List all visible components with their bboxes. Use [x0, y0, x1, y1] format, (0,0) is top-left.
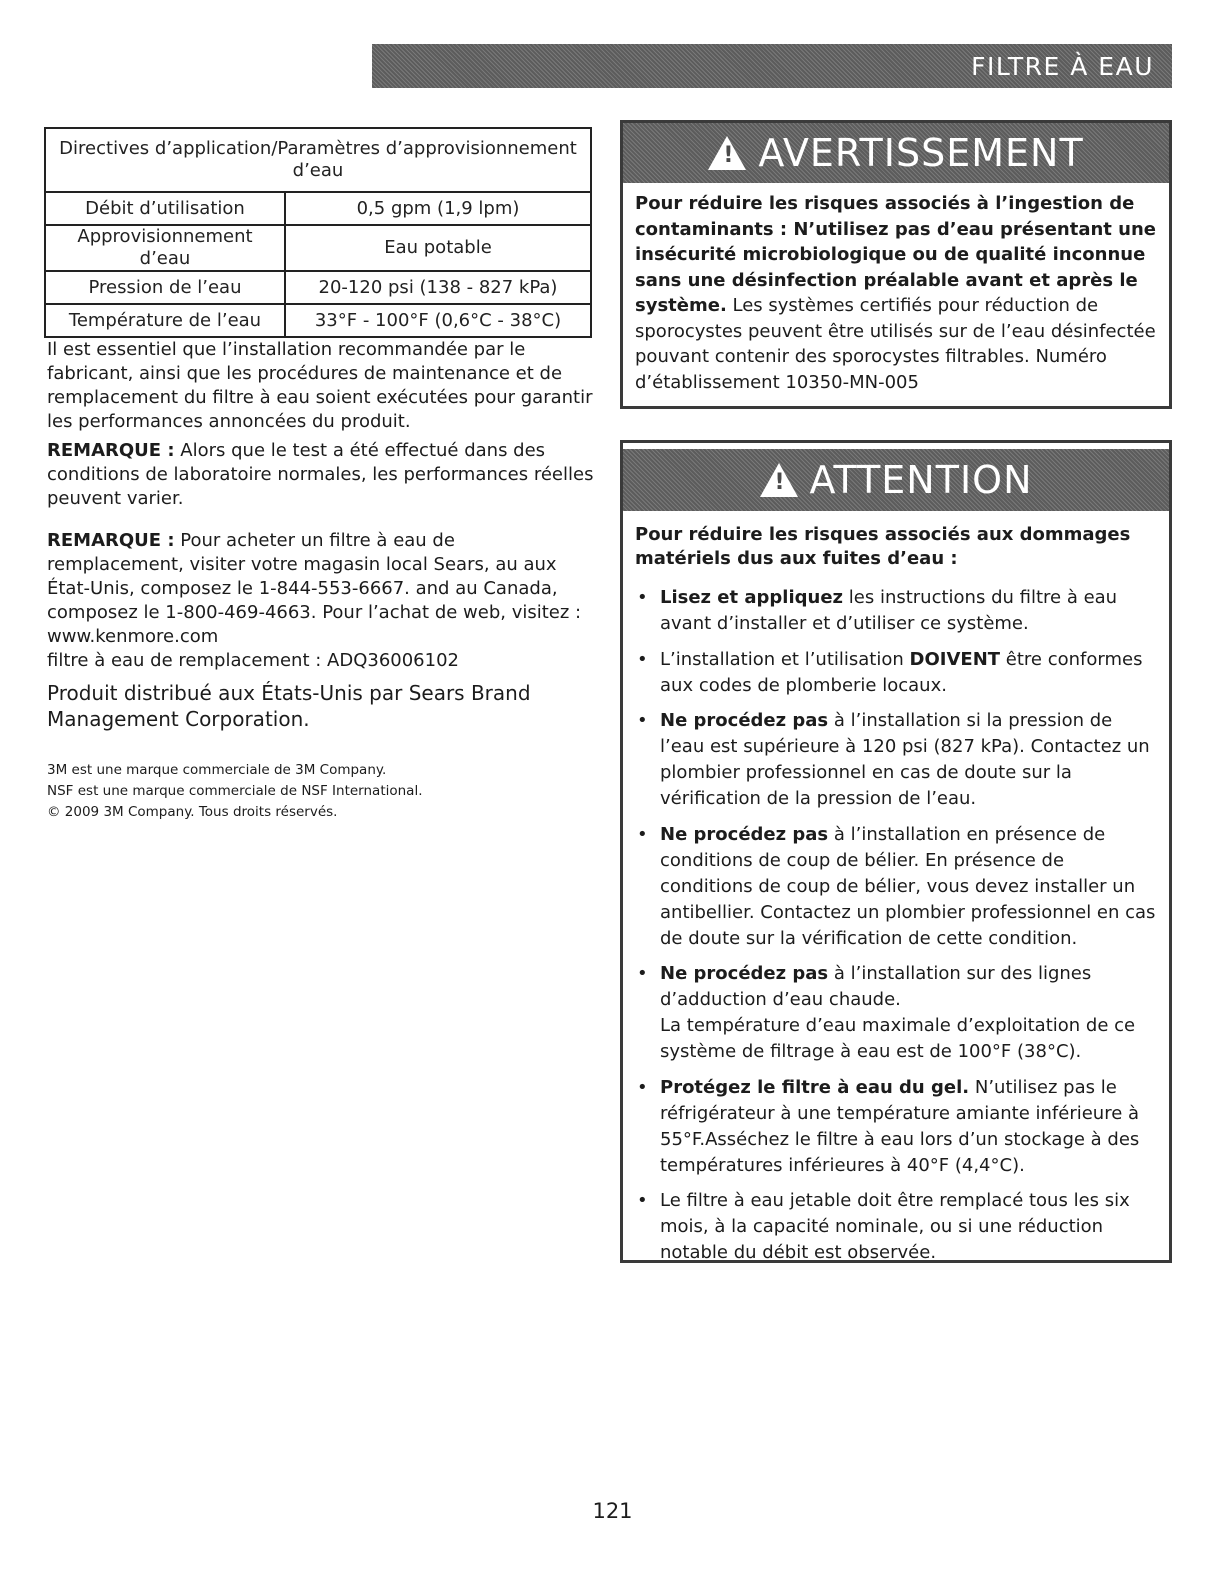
warning-text: Les systèmes certifiés pour réduction de sporocystes peuvent être utilisés sur de l’eau désinfectée pouvant contenir des sporocystes filtrables. Numéro d’établissement 10350-MN-005 [635, 295, 1156, 393]
row-label: Débit d’utilisation [45, 192, 285, 225]
replacement-filter-number: filtre à eau de remplacement : ADQ36006102 [47, 650, 459, 671]
caution-list [635, 585, 1159, 1266]
note-paragraph-2 [47, 529, 595, 673]
list-item: • Protégez le filtre à eau du gel. N’utilisez pas le réfrigérateur à une température amiante inférieure à 55°F.Asséchez le filtre à eau lors d’un stockage à des températures inférieures à 40°F (4,4°C). [635, 1075, 1159, 1179]
table-title: Directives d’application/Paramètres d’approvisionnement d’eau [45, 128, 591, 192]
warning-triangle-icon: ! [708, 136, 746, 170]
trademark-nsf: NSF est une marque commerciale de NSF International. [47, 783, 423, 799]
table-row [45, 192, 591, 225]
note-label: REMARQUE : [47, 530, 175, 551]
warning-header [623, 123, 1169, 183]
row-label: Température de l’eau [45, 304, 285, 337]
row-label: Pression de l’eau [45, 271, 285, 304]
row-value: 33°F - 100°F (0,6°C - 38°C) [285, 304, 591, 337]
table-row [45, 225, 591, 271]
caution-box [620, 440, 1172, 1263]
section-header-band [372, 44, 1172, 88]
application-guidelines-table [44, 127, 592, 338]
copyright: © 2009 3M Company. Tous droits réservés. [47, 804, 338, 820]
list-item: • Ne procédez pas à l’installation sur des lignes d’adduction d’eau chaude. La température d’eau maximale d’exploitation de ce système de filtrage à eau est de 100°F (38°C). [635, 961, 1159, 1065]
warning-box [620, 120, 1172, 409]
caution-intro: Pour réduire les risques associés aux dommages matériels dus aux fuites d’eau : [635, 524, 1131, 569]
list-item: • Ne procédez pas à l’installation en présence de conditions de coup de bélier. En présence de conditions de coup de bélier, vous devez installer un antibellier. Contactez un plombier professionnel en cas de doute sur la vérification de cette condition. [635, 822, 1159, 952]
list-item: • Lisez et appliquez les instructions du filtre à eau avant d’installer et d’utiliser ce système. [635, 585, 1159, 637]
note-text: Alors que le test a été effectué dans des conditions de laboratoire normales, les performances réelles peuvent varier. [47, 440, 594, 509]
list-item: • Ne procédez pas à l’installation si la pression de l’eau est supérieure à 120 psi (827 kPa). Contactez un plombier professionnel en cas de doute sur la vérification de la pression de l’eau. [635, 708, 1159, 812]
warning-body [623, 183, 1169, 405]
note-label: REMARQUE : [47, 440, 175, 461]
section-title: FILTRE À EAU [971, 51, 1154, 81]
table-row [45, 304, 591, 337]
caution-heading: ATTENTION [809, 458, 1033, 502]
product-distribution: Produit distribué aux États-Unis par Sears Brand Management Corporation. [47, 681, 531, 731]
note-paragraph-1 [47, 439, 595, 511]
list-item-extra: La température d’eau maximale d’exploitation de ce système de filtrage à eau est de 100°F (38°C). [660, 1015, 1136, 1062]
table-row [45, 271, 591, 304]
row-label: Approvisionnement d’eau [45, 225, 285, 271]
caution-triangle-icon: ! [760, 463, 798, 497]
row-value: Eau potable [285, 225, 591, 271]
warning-bold-text: Pour réduire les risques associés à l’ingestion de contaminants : N’utilisez pas d’eau présentant une insécurité microbiologique ou de qualité inconnue sans une désinfection préalable avant et après le système. [635, 193, 1156, 316]
trademark-3m: 3M est une marque commerciale de 3M Company. [47, 762, 387, 778]
warning-heading: AVERTISSEMENT [758, 131, 1084, 175]
installation-paragraph: Il est essentiel que l’installation recommandée par le fabricant, ainsi que les procédures de maintenance et de remplacement du filtre à eau soient exécutées pour garantir les performances annoncées du produit. [47, 339, 593, 432]
row-value: 0,5 gpm (1,9 lpm) [285, 192, 591, 225]
caution-body [623, 511, 1169, 1286]
page-number: 121 [592, 1499, 633, 1523]
caution-header [623, 449, 1169, 511]
row-value: 20-120 psi (138 - 827 kPa) [285, 271, 591, 304]
list-item: • L’installation et l’utilisation DOIVENT être conformes aux codes de plomberie locaux. [635, 647, 1159, 699]
table-header-row [45, 128, 591, 192]
list-item: • Le filtre à eau jetable doit être remplacé tous les six mois, à la capacité nominale, ou si une réduction notable du débit est observée. [635, 1188, 1159, 1266]
note-text: Pour acheter un filtre à eau de remplacement, visiter votre magasin local Sears, au aux État-Unis, composez le 1-844-553-6667. and au Canada, composez le 1-800-469-4663. Pour l’achat de web, visitez : www.kenmore.com [47, 530, 582, 647]
